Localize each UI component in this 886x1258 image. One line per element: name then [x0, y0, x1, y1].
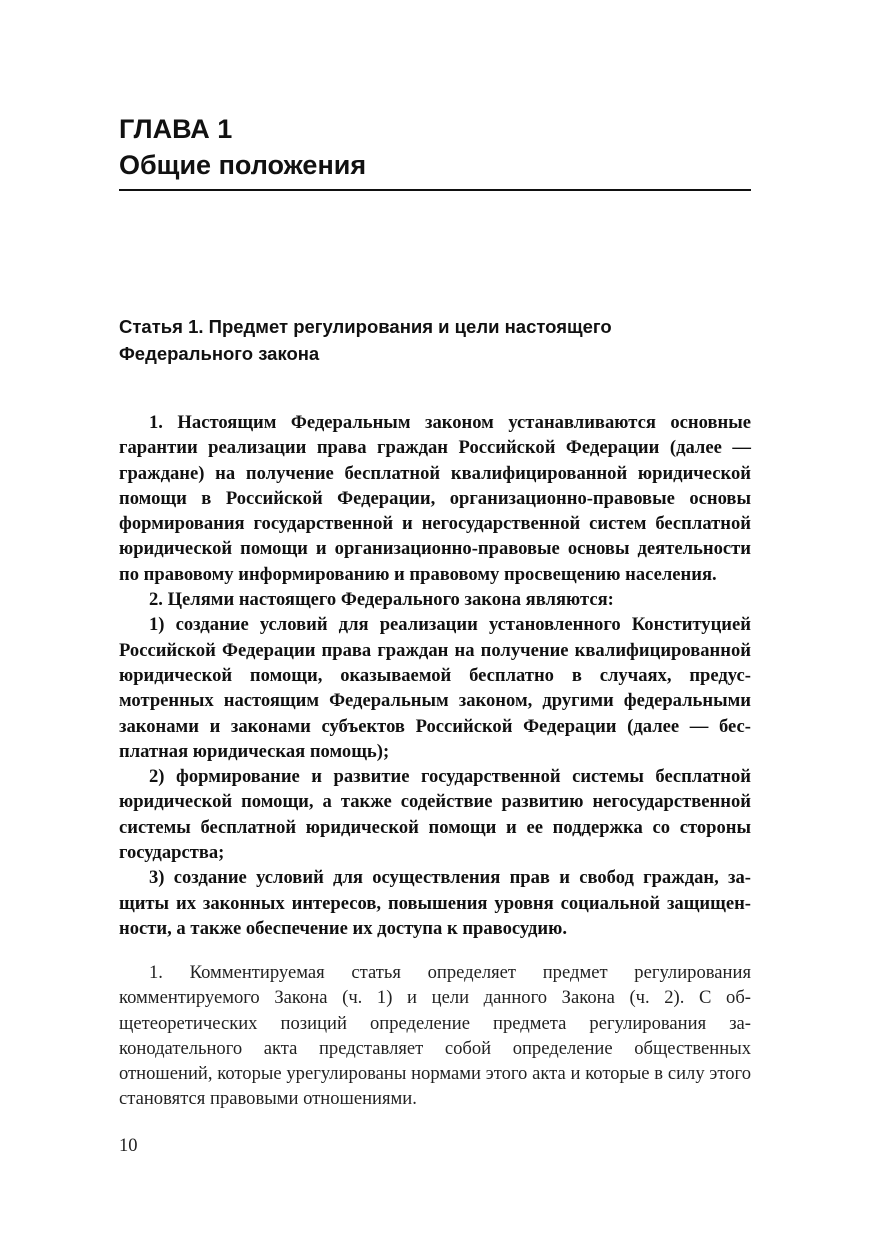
commentary-paragraph: 1. Комментируемая статья определяет предмет регулирования комментируемого Закона (ч. 1) и цели данного Закона (ч. 2). С общетеоретических позиций определение предмета регулирования законодательного акта представляет собой определение общественных отношений, которые урегулированы нормами этого акта и которые в силу этого становятся правовыми отношениями. [119, 962, 751, 1110]
law-paragraph: 2. Целями настоящего Федерального закона являются: [149, 589, 614, 611]
law-paragraph: 1) создание условий для реализации установленного Конституцией Российской Федерации права граждан на получение квалифицированной юридической помощи, оказываемой бесплатно в случаях, предусмотренных настоящим Федеральным законом, другими федеральными законами и законами субъектов Российской Федерации (далее — бесплатная юридическая помощь); [119, 614, 751, 762]
chapter-heading [119, 111, 751, 183]
law-paragraph: 3) создание условий для осуществления прав и свобод граждан, защиты их законных интересов, повышения уровня социальной защищенности, а также обеспечение их доступа к правосудию. [119, 867, 751, 939]
article-heading [119, 313, 751, 367]
law-paragraph: 2) формирование и развитие государственной системы бесплатной юридической помощи, а также содействие развитию негосударственной системы бесплатной юридической помощи и ее поддержка со стороны государства; [119, 766, 751, 864]
article-heading-line-2: Федерального закона [119, 343, 320, 364]
page-number: 10 [119, 1136, 138, 1156]
chapter-title: Общие положения [119, 150, 367, 180]
article-heading-line-1: Статья 1. Предмет регулирования и цели настоящего [119, 316, 612, 337]
law-text [119, 410, 751, 941]
commentary-text [119, 960, 751, 1112]
law-paragraph: 1. Настоящим Федеральным законом устанавливаются основные гарантии реализации права граждан Российской Федерации (далее — граждане) на получение бесплатной квалифицированной юридической помощи в Российской Федерации, организационно-правовые основы формирования государственной и негосударственной систем бесплатной юридической помощи и организационно-правовые основы деятельности по правовому информированию и правовому просвещению населения. [119, 412, 751, 585]
chapter-number: ГЛАВА 1 [119, 114, 233, 144]
chapter-divider [119, 189, 751, 191]
